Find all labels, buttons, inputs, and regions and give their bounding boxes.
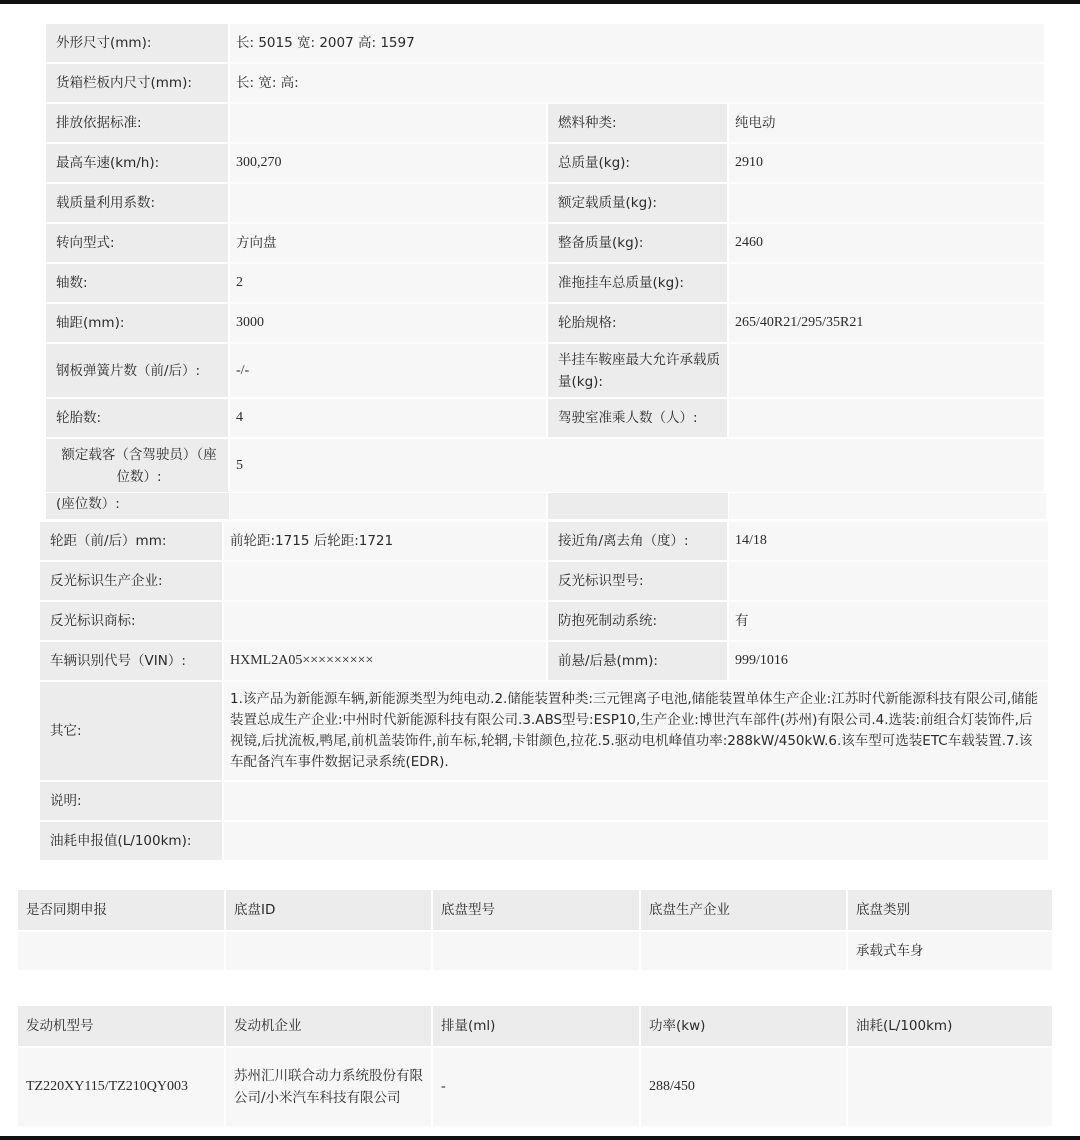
vin-value: HXML2A05××××××××× — [224, 642, 548, 682]
gross-mass-value: 2910 — [729, 144, 1046, 184]
bottom-border — [0, 1136, 1080, 1140]
spec-row-axles — [46, 264, 1046, 304]
spec-row-wheelbase — [46, 304, 1046, 344]
reflect-maker-value — [224, 562, 548, 602]
trailer-mass-value — [729, 264, 1046, 304]
cab-capacity-label: 驾驶室准乘人数（人）: — [548, 399, 729, 439]
cab-capacity-value — [729, 399, 1046, 439]
gross-mass-label: 总质量(kg): — [548, 144, 729, 184]
wheelbase-value: 3000 — [230, 304, 548, 344]
tire-spec-value: 265/40R21/295/35R21 — [729, 304, 1046, 344]
fuel-type-value: 纯电动 — [729, 104, 1046, 144]
chassis-table — [18, 890, 1054, 972]
chassis-cell — [641, 932, 848, 972]
steering-value: 方向盘 — [230, 224, 548, 264]
engine-table — [18, 1006, 1054, 1128]
saddle-value — [729, 344, 1046, 399]
vin-label: 车辆识别代号（VIN）: — [40, 642, 224, 682]
cargo-value: 长: 宽: 高: — [230, 64, 1046, 104]
spec-row-vin — [40, 642, 1050, 682]
engine-model-cell: TZ220XY115/TZ210QY003 — [18, 1048, 226, 1128]
curb-mass-label: 整备质量(kg): — [548, 224, 729, 264]
spec-row-spring — [46, 344, 1046, 399]
spec-row-emission — [46, 104, 1046, 144]
axles-label: 轴数: — [46, 264, 230, 304]
spec-row-cargo — [46, 64, 1046, 104]
engine-header-cell: 功率(kw) — [641, 1006, 848, 1048]
other-value: 1.该产品为新能源车辆,新能源类型为纯电动.2.储能装置种类:三元锂离子电池,储能装置单体生产企业:江苏时代新能源科技有限公司,储能装置总成生产企业:中州时代新能源科技有限公司.3.ABS型号:ESP10,生产企业:博世汽车部件(苏州)有限公司.4.选装:前组合灯装饰件,后视镜,后扰流板,鸭尾,前机盖装饰件,前车标,轮辋,卡钳颜色,拉花.5.驱动电机峰值功率:288kW/450kW.6.该车型可选装ETC车载装置.7.该车配备汽车事件数据记录系统(EDR). — [224, 682, 1050, 782]
top-border — [0, 0, 1080, 4]
note-label: 说明: — [40, 782, 224, 822]
table-row — [18, 1048, 1054, 1128]
chassis-header-cell: 底盘型号 — [433, 890, 641, 932]
dimensions-label: 外形尺寸(mm): — [46, 24, 230, 64]
spec-row-reflect-maker — [40, 562, 1050, 602]
utilization-label: 载质量利用系数: — [46, 184, 230, 224]
max-speed-label: 最高车速(km/h): — [46, 144, 230, 184]
cargo-label: 货箱栏板内尺寸(mm): — [46, 64, 230, 104]
engine-maker-cell: 苏州汇川联合动力系统股份有限公司/小米汽车科技有限公司 — [226, 1048, 433, 1128]
spec-row-other — [40, 682, 1050, 782]
overhang-value: 999/1016 — [729, 642, 1050, 682]
engine-displacement-cell: - — [433, 1048, 641, 1128]
spec-row-reflect-brand — [40, 602, 1050, 642]
overlay-text: (座位数）: — [56, 496, 120, 512]
passengers-label: 额定载客（含驾驶员）（座位数）: — [46, 439, 230, 494]
spec-row-fuel-declared — [40, 822, 1050, 862]
rated-load-label: 额定载质量(kg): — [548, 184, 729, 224]
max-speed-value: 300,270 — [230, 144, 548, 184]
vehicle-spec-table-2 — [40, 522, 1050, 862]
tire-count-label: 轮胎数: — [46, 399, 230, 439]
spec-row-passengers — [46, 439, 1046, 494]
steering-label: 转向型式: — [46, 224, 230, 264]
engine-header-cell: 发动机企业 — [226, 1006, 433, 1048]
engine-header-row — [18, 1006, 1054, 1048]
chassis-header-cell: 底盘ID — [226, 890, 433, 932]
engine-header-cell: 油耗(L/100km) — [848, 1006, 1054, 1048]
chassis-header-cell: 底盘生产企业 — [641, 890, 848, 932]
rated-load-value — [729, 184, 1046, 224]
overlapping-fragment — [46, 493, 1046, 519]
chassis-header-cell: 是否同期申报 — [18, 890, 226, 932]
engine-power-cell: 288/450 — [641, 1048, 848, 1128]
axles-value: 2 — [230, 264, 548, 304]
spring-value: -/- — [230, 344, 548, 399]
tire-count-value: 4 — [230, 399, 548, 439]
reflect-brand-label: 反光标识商标: — [40, 602, 224, 642]
table-row — [18, 932, 1054, 972]
engine-fuel-cell — [848, 1048, 1054, 1128]
abs-value: 有 — [729, 602, 1050, 642]
overhang-label: 前悬/后悬(mm): — [548, 642, 729, 682]
spec-row-note — [40, 782, 1050, 822]
chassis-cell — [226, 932, 433, 972]
abs-label: 防抱死制动系统: — [548, 602, 729, 642]
spring-label: 钢板弹簧片数（前/后）: — [46, 344, 230, 399]
reflect-model-label: 反光标识型号: — [548, 562, 729, 602]
vehicle-spec-table-1 — [46, 24, 1046, 494]
angle-value: 14/18 — [729, 522, 1050, 562]
track-label: 轮距（前/后）mm: — [40, 522, 224, 562]
chassis-header-cell: 底盘类别 — [848, 890, 1054, 932]
fuel-declared-value — [224, 822, 1050, 862]
curb-mass-value: 2460 — [729, 224, 1046, 264]
wheelbase-label: 轴距(mm): — [46, 304, 230, 344]
note-value — [224, 782, 1050, 822]
chassis-type-cell: 承载式车身 — [848, 932, 1054, 972]
spec-row-tires — [46, 399, 1046, 439]
tire-spec-label: 轮胎规格: — [548, 304, 729, 344]
angle-label: 接近角/离去角（度）: — [548, 522, 729, 562]
saddle-label: 半挂车鞍座最大允许承载质量(kg): — [548, 344, 729, 399]
fuel-declared-label: 油耗申报值(L/100km): — [40, 822, 224, 862]
reflect-brand-value — [224, 602, 548, 642]
chassis-cell — [18, 932, 226, 972]
passengers-value: 5 — [230, 439, 1046, 494]
reflect-model-value — [729, 562, 1050, 602]
spec-row-dimensions — [46, 24, 1046, 64]
engine-header-cell: 排量(ml) — [433, 1006, 641, 1048]
chassis-header-row — [18, 890, 1054, 932]
track-value: 前轮距:1715 后轮距:1721 — [224, 522, 548, 562]
reflect-maker-label: 反光标识生产企业: — [40, 562, 224, 602]
trailer-mass-label: 准拖挂车总质量(kg): — [548, 264, 729, 304]
spec-row-utilization — [46, 184, 1046, 224]
other-label: 其它: — [40, 682, 224, 782]
spec-row-steering — [46, 224, 1046, 264]
dimensions-value: 长: 5015 宽: 2007 高: 1597 — [230, 24, 1046, 64]
chassis-cell — [433, 932, 641, 972]
emission-label: 排放依据标准: — [46, 104, 230, 144]
spec-row-speed — [46, 144, 1046, 184]
spec-row-track — [40, 522, 1050, 562]
utilization-value — [230, 184, 548, 224]
fuel-type-label: 燃料种类: — [548, 104, 729, 144]
engine-header-cell: 发动机型号 — [18, 1006, 226, 1048]
emission-value — [230, 104, 548, 144]
